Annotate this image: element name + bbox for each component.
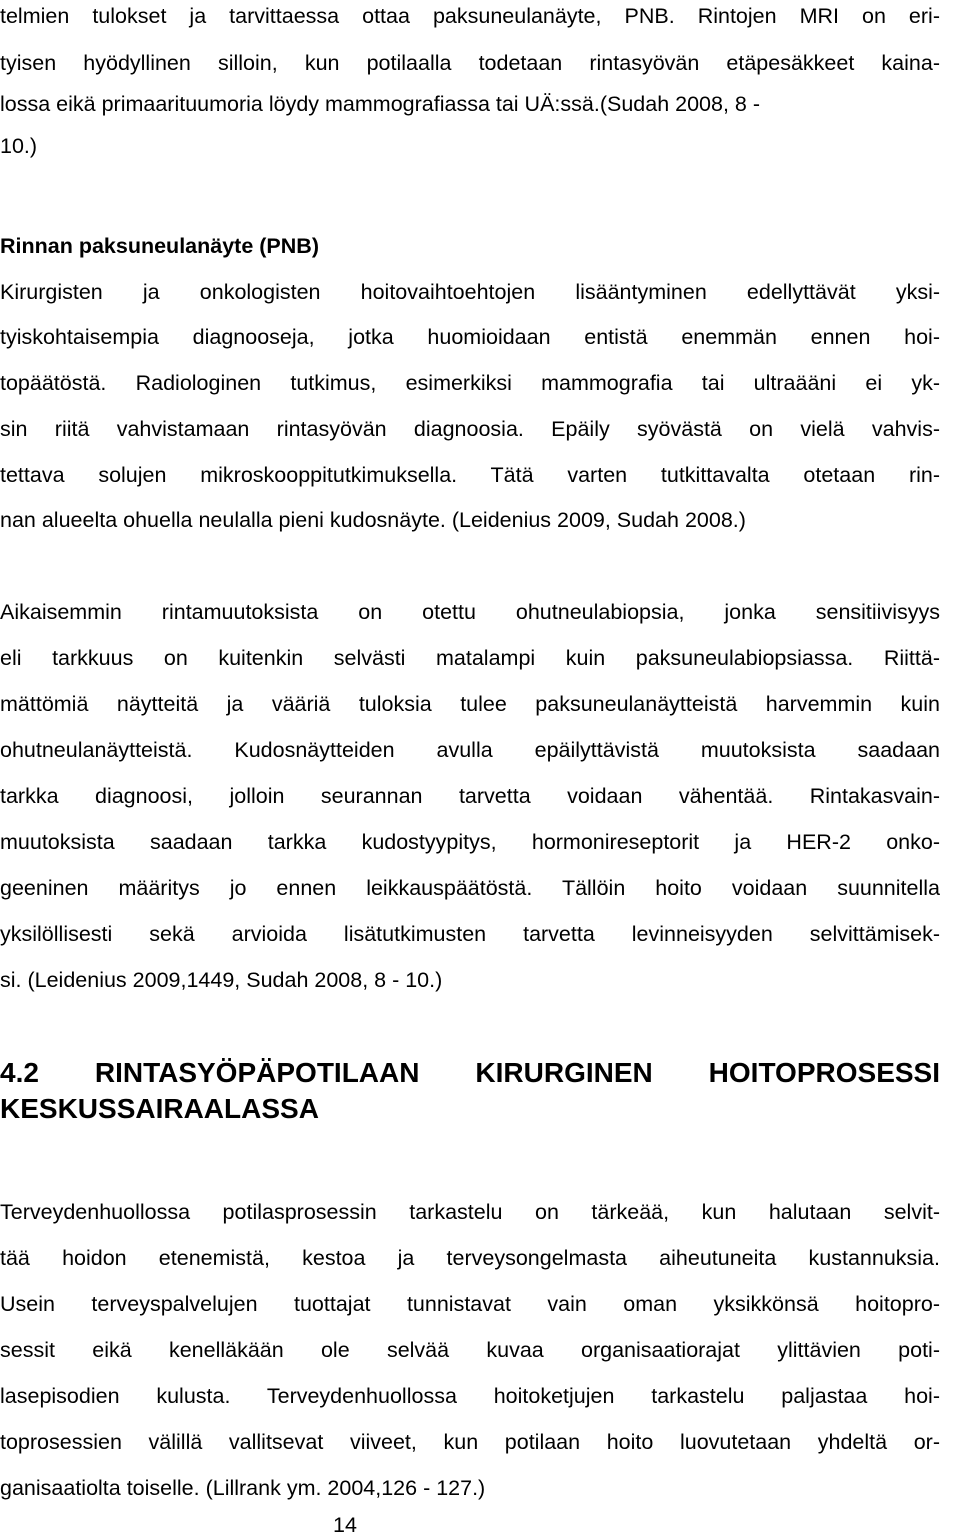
paragraph-line: ganisaatiolta toiselle. (Lillrank ym. 2004,126 - 127.)	[0, 1476, 486, 1500]
paragraph-line: mättömiä näytteitä ja vääriä tuloksia tulee paksuneulanäytteistä harvemmin kuin	[0, 692, 940, 716]
paragraph-line: Usein terveyspalvelujen tuottajat tunnistavat vain oman yksikkönsä hoitopro-	[0, 1292, 940, 1316]
paragraph-line: telmien tulokset ja tarvittaessa ottaa paksuneulanäyte, PNB. Rintojen MRI on eri-	[0, 4, 940, 28]
paragraph-line: lasepisodien kulusta. Terveydenhuollossa hoitoketjujen tarkastelu paljastaa hoi-	[0, 1384, 940, 1408]
paragraph-line: Terveydenhuollossa potilasprosessin tarkastelu on tärkeää, kun halutaan selvit-	[0, 1200, 940, 1224]
paragraph-line: si. (Leidenius 2009,1449, Sudah 2008, 8 - 10.)	[0, 968, 443, 992]
paragraph-line: toprosessien välillä vallitsevat viiveet, kun potilaan hoito luovutetaan yhdeltä or-	[0, 1430, 940, 1454]
paragraph-line: Kirurgisten ja onkologisten hoitovaihtoehtojen lisääntyminen edellyttävät yksi-	[0, 280, 940, 304]
page-number: 14	[333, 1513, 357, 1537]
paragraph-line: tyisen hyödyllinen silloin, kun potilaalla todetaan rintasyövän etäpesäkkeet kaina-	[0, 51, 940, 75]
section-heading: 4.2 RINTASYÖPÄPOTILAAN KIRURGINEN HOITOPROSESSI	[0, 1057, 940, 1088]
paragraph-line: geeninen määritys jo ennen leikkauspäätöstä. Tällöin hoito voidaan suunnitella	[0, 876, 940, 900]
paragraph-line: lossa eikä primaarituumoria löydy mammografiassa tai UÄ:ssä.(Sudah 2008, 8 -	[0, 92, 760, 116]
subheading: Rinnan paksuneulanäyte (PNB)	[0, 234, 319, 258]
paragraph-line: tettava solujen mikroskooppitutkimuksella. Tätä varten tutkittavalta otetaan rin-	[0, 463, 940, 487]
paragraph-line: topäätöstä. Radiologinen tutkimus, esimerkiksi mammografia tai ultraääni ei yk-	[0, 371, 940, 395]
paragraph-line: tää hoidon etenemistä, kestoa ja terveysongelmasta aiheutuneita kustannuksia.	[0, 1246, 940, 1270]
paragraph-line: ohutneulanäytteistä. Kudosnäytteiden avulla epäilyttävistä muutoksista saadaan	[0, 738, 940, 762]
paragraph-line: Aikaisemmin rintamuutoksista on otettu ohutneulabiopsia, jonka sensitiivisyys	[0, 600, 940, 624]
paragraph-line: muutoksista saadaan tarkka kudostyypitys, hormonireseptorit ja HER-2 onko-	[0, 830, 940, 854]
paragraph-line: nan alueelta ohuella neulalla pieni kudosnäyte. (Leidenius 2009, Sudah 2008.)	[0, 508, 746, 532]
paragraph-line: tyiskohtaisempia diagnooseja, jotka huomioidaan entistä enemmän ennen hoi-	[0, 325, 940, 349]
section-heading-continued: KESKUSSAIRAALASSA	[0, 1093, 319, 1124]
paragraph-line: yksilöllisesti sekä arvioida lisätutkimusten tarvetta levinneisyyden selvittämisek-	[0, 922, 940, 946]
paragraph-line: 10.)	[0, 134, 38, 158]
paragraph-line: eli tarkkuus on kuitenkin selvästi matalampi kuin paksuneulabiopsiassa. Riittä-	[0, 646, 940, 670]
paragraph-line: sessit eikä kenelläkään ole selvää kuvaa organisaatiorajat ylittävien poti-	[0, 1338, 940, 1362]
paragraph-line: sin riitä vahvistamaan rintasyövän diagnoosia. Epäily syövästä on vielä vahvis-	[0, 417, 940, 441]
paragraph-line: tarkka diagnoosi, jolloin seurannan tarvetta voidaan vähentää. Rintakasvain-	[0, 784, 940, 808]
